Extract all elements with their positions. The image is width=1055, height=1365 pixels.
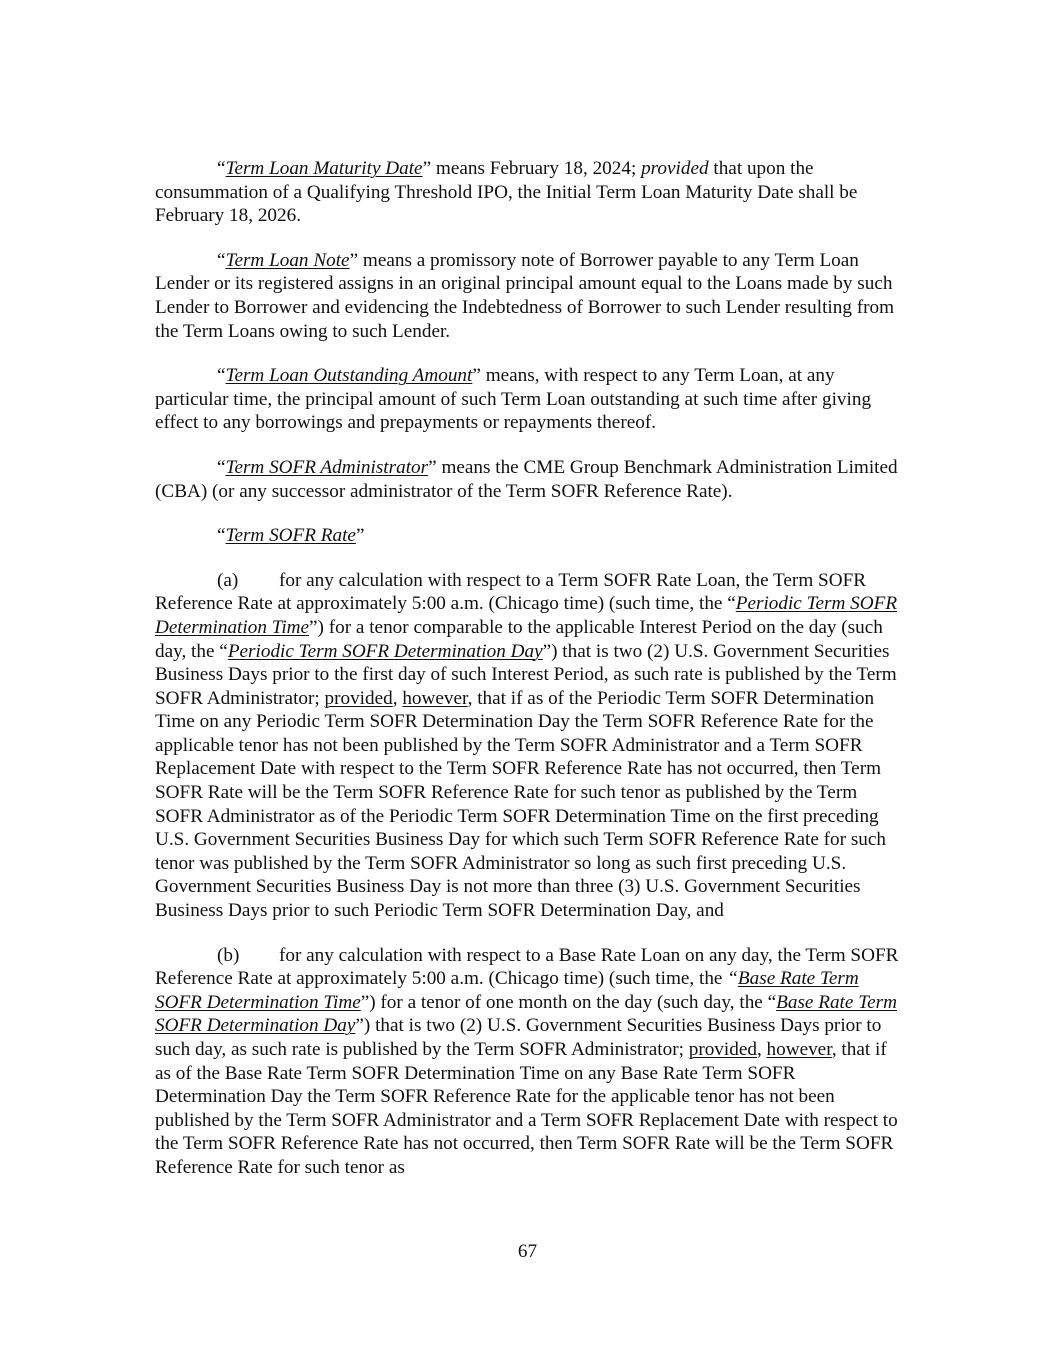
definition-text: means the CME Group Benchmark Administration Limited (CBA) (or any successor administrator of the Term SOFR Reference Rate). <box>155 456 898 502</box>
clause-text: for any calculation with respect to a Term SOFR Rate Loan, the Term SOFR Reference Rate at approximately 5:00 a.m. (Chicago time) (such time, the “ <box>155 569 867 615</box>
comma: , <box>392 687 403 709</box>
defined-term: Periodic Term SOFR Determination Time <box>155 593 898 638</box>
clause-text: for any calculation with respect to a Base Rate Loan on any day, the Term SOFR Reference Rate at approximately 5:00 a.m. (Chicago time) (such time, the <box>155 944 899 990</box>
clause-text: , that if as of the Periodic Term SOFR Determination Time on any Periodic Term SOFR Determination Day the Term SOFR Reference Rate for the applicable tenor has not been published by the Term SOFR Administrator and a Term SOFR Replacement Date with respect to the Term SOFR Reference Rate has not occurred, then Term SOFR Rate will be the Term SOFR Reference Rate for such tenor as published by the Term SOFR Administrator as of the Periodic Term SOFR Determination Time on the first preceding U.S. Government Securities Business Day for which such Term SOFR Reference Rate for such tenor was published by the Term SOFR Administrator so long as such first preceding U.S. Government Securities Business Day is not more than three (3) U.S. Government Securities Business Days prior to such Periodic Term SOFR Determination Day, and <box>155 687 887 922</box>
underlined-word: provided <box>688 1039 757 1060</box>
defined-term: Periodic Term SOFR Determination Day <box>227 640 543 662</box>
definition-term-sofr-administrator <box>155 456 900 503</box>
clause-text: , that if as of the Base Rate Term SOFR Determination Time on any Base Rate Term SOFR Determination Day the Term SOFR Reference Rate for the applicable tenor has not been published by the Term SOFR Administrator and a Term SOFR Replacement Date with respect to the Term SOFR Reference Rate has not occurred, then Term SOFR Rate will be the Term SOFR Reference Rate for such tenor as <box>155 1039 898 1178</box>
defined-term: Term Loan Note <box>225 249 350 271</box>
definition-text: means a promissory note of Borrower payable to any Term Loan Lender or its registered assigns in an original principal amount equal to the Loans made by such Lender to Borrower and evidencing the Indebtedness of Borrower to such Lender resulting from the Term Loans owing to such Lender. <box>155 249 895 342</box>
open-quote: “ <box>217 456 226 478</box>
defined-term: Term SOFR Administrator <box>225 456 429 478</box>
defined-term: Base Rate Term SOFR Determination Time <box>155 968 859 1013</box>
definition-term-loan-maturity-date <box>155 157 900 228</box>
definition-text: means, with respect to any Term Loan, at any particular time, the principal amount of such Term Loan outstanding at such time after giving effect to any borrowings and prepayments or repayments thereof. <box>155 365 872 434</box>
open-quote: “ <box>217 365 226 387</box>
defined-term: Term Loan Outstanding Amount <box>225 365 473 387</box>
underlined-word: however <box>402 687 468 709</box>
definition-text: means February 18, 2024; <box>431 158 642 179</box>
definition-term-loan-outstanding-amount <box>155 364 900 435</box>
definition-term-sofr-rate <box>155 524 900 548</box>
italic-word: provided <box>641 158 709 179</box>
clause-label: (a) <box>217 569 239 591</box>
close-quote: ” <box>349 249 359 271</box>
underlined-word: however <box>766 1039 832 1060</box>
clause-label: (b) <box>217 944 240 966</box>
definition-term-loan-note <box>155 249 900 343</box>
clause-text: ”) for a tenor of one month on the day (such day, the “ <box>360 991 777 1013</box>
definition-text: that upon the consummation of a Qualifying Threshold IPO, the Initial Term Loan Maturity Date shall be February 18, 2026. <box>155 158 858 227</box>
open-quote: “ <box>217 249 226 271</box>
defined-term: Base Rate Term SOFR Determination Day <box>155 991 897 1037</box>
close-quote: ” <box>355 525 365 547</box>
close-quote: ” <box>428 456 437 478</box>
underlined-word: provided <box>324 687 393 709</box>
comma: , <box>756 1039 767 1060</box>
open-quote: “ <box>217 158 226 179</box>
defined-term: Term Loan Maturity Date <box>225 158 423 179</box>
close-quote: ” <box>472 365 481 387</box>
clause-text: ”) that is two (2) U.S. Government Securities Business Days prior to such day, as such rate is published by the Term SOFR Administrator; <box>155 1015 882 1060</box>
open-quote: “ <box>217 525 226 547</box>
document-page <box>155 157 900 1201</box>
close-quote: ” <box>422 158 432 179</box>
italic-quote: “ <box>727 968 738 990</box>
clause-text: ”) for a tenor comparable to the applicable Interest Period on the day (such day, the “ <box>155 616 883 662</box>
clause-b <box>155 944 900 1180</box>
clause-text: ”) that is two (2) U.S. Government Securities Business Days prior to the first day of such Interest Period, as such rate is published by the Term SOFR Administrator; <box>155 640 897 709</box>
page-number: 67 <box>517 1241 538 1262</box>
clause-a <box>155 569 900 923</box>
defined-term: Term SOFR Rate <box>225 525 356 547</box>
